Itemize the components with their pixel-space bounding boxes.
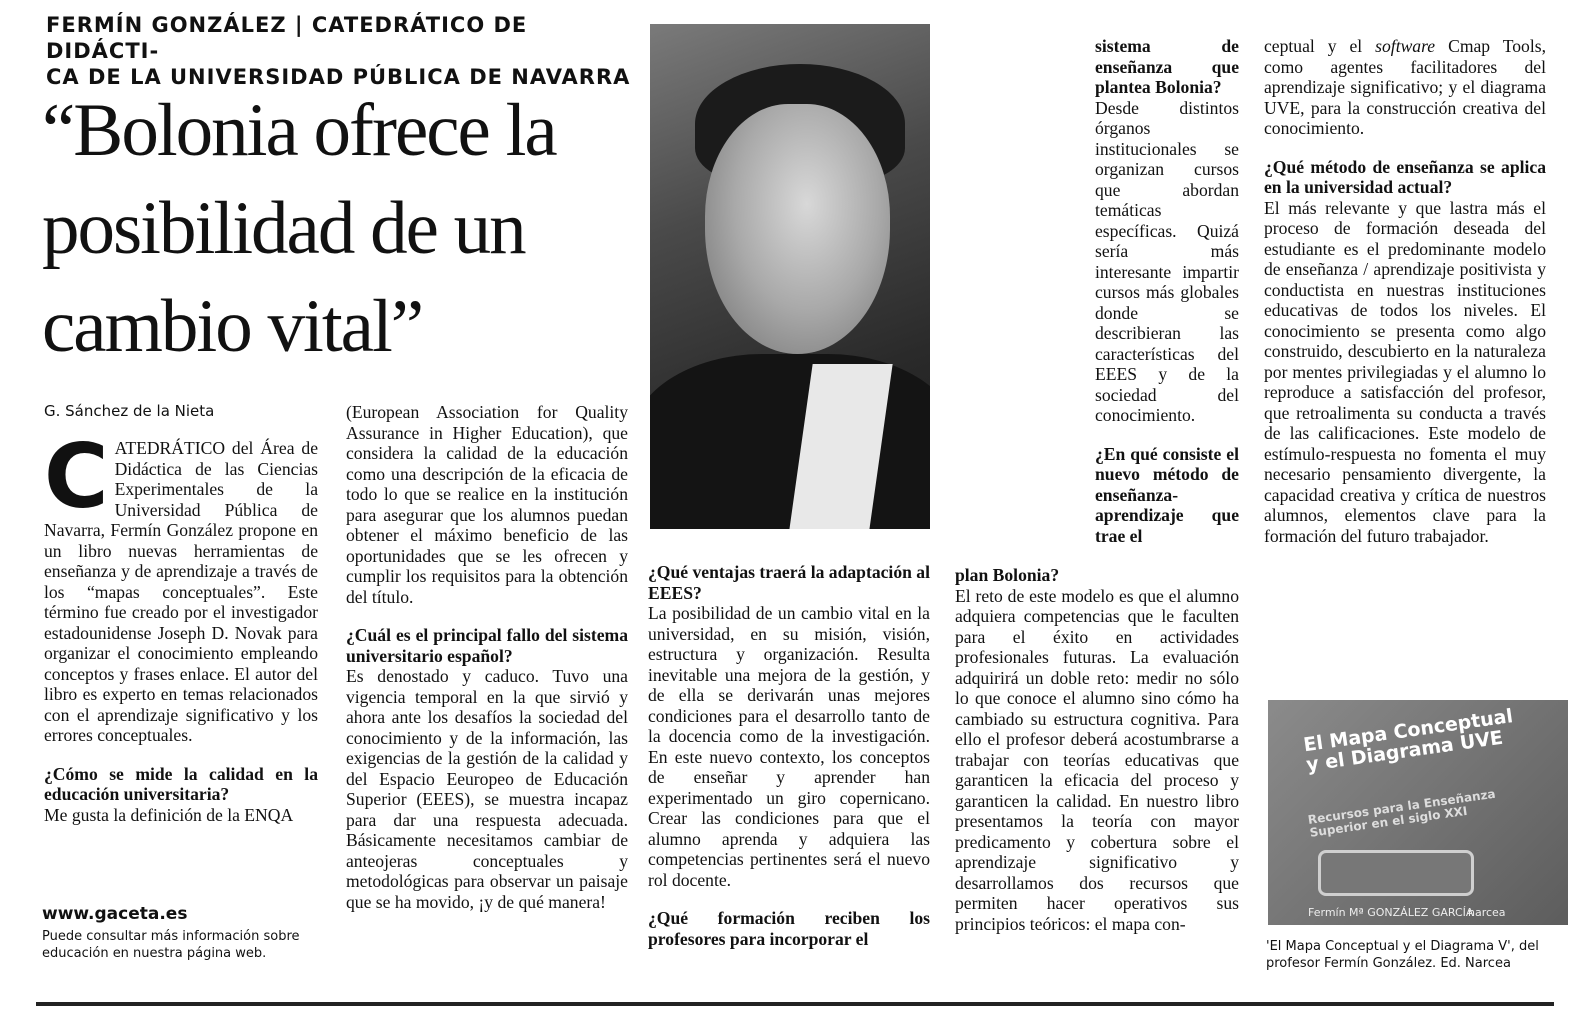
book-cover-image: [1268, 700, 1568, 925]
photo-face: [705, 104, 890, 354]
question-6: ¿Qué método de enseñanza se aplica en la universidad actual?: [1264, 156, 1546, 197]
column-1: [44, 425, 318, 825]
question-5-continued: plan Bolonia?: [955, 565, 1060, 585]
answer-5-cont-post: Cmap Tools, como agentes facilitadores del aprendizaje significativo; y el diagrama UVE, para la construcción creativa del conocimiento.: [1264, 36, 1546, 138]
answer-5-cont-em: software: [1375, 36, 1436, 56]
book-publisher: narcea: [1468, 906, 1506, 919]
answer-4: Desde distintos órganos institucionales se organizan cursos que abordan temáticas específicas. Quizá sería más interesante impartir cursos más globales donde se describieran las características del EEES y de la sociedad del conocimiento.: [1095, 97, 1239, 425]
kicker-line-1: FERMÍN GONZÁLEZ | CATEDRÁTICO DE DIDÁCTI-: [46, 13, 528, 63]
byline: G. Sánchez de la Nieta: [44, 402, 215, 420]
lead-paragraph: [44, 425, 318, 746]
question-5: ¿En qué consiste el nuevo método de enseñanza-aprendizaje que trae el: [1095, 443, 1239, 546]
question-4-continued: sistema de enseñanza que plantea Bolonia?: [1095, 36, 1239, 97]
kicker-line-2: CA DE LA UNIVERSIDAD PÚBLICA DE NAVARRA: [46, 65, 631, 89]
question-4: ¿Qué formación reciben los profesores para incorporar el: [648, 908, 930, 949]
answer-1: Me gusta la definición de la ENQA: [44, 804, 294, 825]
web-note: Puede consultar más información sobre educación en nuestra página web.: [42, 929, 300, 961]
headline: “Bolonia ofrece la posibilidad de un cambio vital”: [42, 89, 556, 368]
web-link[interactable]: www.gaceta.es: [42, 904, 188, 924]
column-4-top: [1095, 36, 1239, 546]
column-3: [648, 562, 930, 949]
lead-text: ATEDRÁTICO del Área de Didáctica de las Ciencias Experimentales de la Universidad Pública de Navarra, Fermín González propone en un libro nuevas herramientas de enseñanza y de aprendizaje a través de los “mapas conceptuales”. Este término fue creado por el investigador estadounidense Joseph D. Novak para organizar el conocimiento empleando conceptos y frases enlace. El autor del libro es experto en temas relacionados con el aprendizaje significativo y los errores conceptuales.: [44, 438, 318, 745]
question-2: ¿Cuál es el principal fallo del sistema universitario español?: [346, 625, 628, 666]
answer-6: El más relevante y que lastra más el proceso de formación deseada del estudiante es el predominante modelo de enseñanza / aprendizaje positivista y conductista en nuestras instituciones educativas de todos los niveles. El conocimiento se presenta como algo construido, descubierto en la naturaleza por mentes privilegiadas y el alumno lo reproduce a satisfacción del profesor, que retroalimenta su conducta a través de las calificaciones. Este modelo de estímulo-respuesta no fomenta el muy necesario pensamiento divergente, la capacidad creativa y crítica de nuestros alumnos, elementos clave para la formación del futuro trabajador.: [1264, 197, 1546, 546]
column-2: [346, 402, 628, 912]
question-3: ¿Qué ventajas traerá la adaptación al EEES?: [648, 562, 930, 603]
answer-5-continued: [1264, 36, 1546, 139]
book-diagram-shape: [1318, 850, 1474, 896]
book-author: Fermín Mª GONZÁLEZ GARCÍA: [1308, 906, 1474, 919]
column-5: [1264, 36, 1546, 546]
book-caption: 'El Mapa Conceptual y el Diagrama V', del profesor Fermín González. Ed. Narcea: [1266, 939, 1539, 971]
question-1: ¿Cómo se mide la calidad en la educación universitaria?: [44, 763, 318, 804]
answer-2: Es denostado y caduco. Tuvo una vigencia temporal en la que sirvió y ahora ante los desafíos la sociedad del conocimiento y de la información, las exigencias de la gestión de la calidad y del Espacio Eeuropeo de Educación Superior (EEES), se muestra incapaz para dar una respuesta adecuada. Básicamente necesitamos cambiar de anteojeras conceptuales y metodológicas para observar un paisaje que se ha movido, ¡y de qué manera!: [346, 666, 628, 912]
answer-1-continued: (European Association for Quality Assurance in Higher Education), que considera la calidad de la educación como una descripción de la eficacia de todo lo que se realice en la institución para asegurar que los alumnos puedan obtener el máximo beneficio de las oportunidades que se les ofrecen y cumplir los requisitos para la obtención del título.: [346, 402, 628, 607]
kicker: [46, 12, 636, 90]
dropcap: C: [44, 425, 109, 528]
book-title: El Mapa Conceptual y el Diagrama UVE: [1302, 705, 1515, 777]
book-subtitle: Recursos para la Enseñanza Superior en el siglo XXI: [1307, 786, 1497, 840]
web-box: [42, 904, 322, 962]
answer-3: La posibilidad de un cambio vital en la universidad, en su misión, visión, estructura y organización. Resulta inevitable una mejora de la gestión, y de ella se derivarán unas mejores condiciones para el desarrollo tanto de la docencia como de la investigación. En este nuevo contexto, los conceptos de enseñar y aprender han experimentado un giro copernicano. Crear las condiciones para que el alumno aprenda y adquiera las competencias pertinentes será el nuevo rol docente.: [648, 603, 930, 890]
column-4-bottom: [955, 565, 1239, 934]
answer-5: El reto de este modelo es que el alumno adquiera competencias que le faculten para el éxito en actividades profesionales futuras. La evaluación adquirirá un doble reto: medir no sólo lo que conoce el alumno sino cómo ha cambiado su estructura cognitiva. Para ello el profesor deberá acostumbrarse a trabajar con teorías educativas que garanticen la eficacia del proceso y garanticen la calidad. En nuestro libro presentamos la teoría con mayor predicamento y cobertura sobre el aprendizaje significativo y desarrollamos dos recursos que permiten hacer operativos sus principios teóricos: el mapa con-: [955, 585, 1239, 934]
bottom-rule: [36, 1002, 1554, 1006]
answer-5-cont-pre: ceptual y el: [1264, 36, 1376, 56]
portrait-photo: [650, 24, 930, 529]
